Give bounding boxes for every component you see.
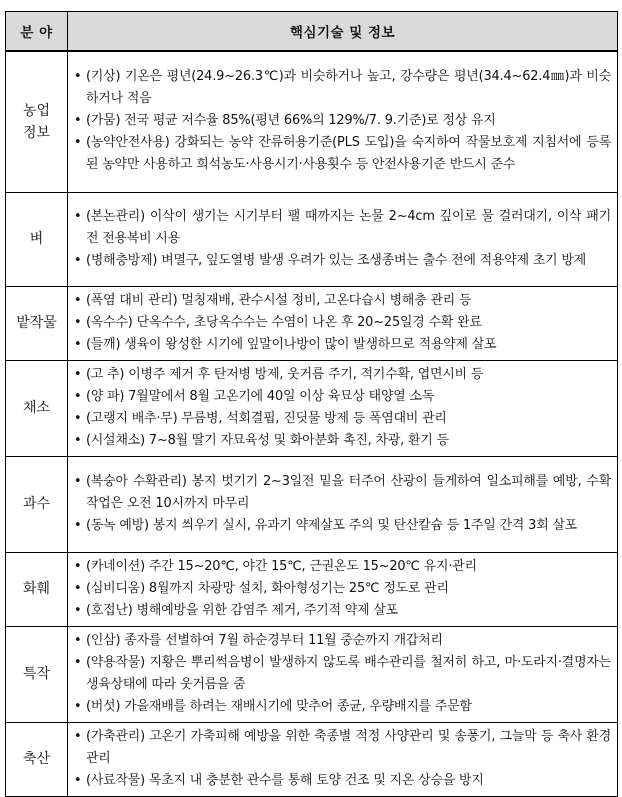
farm-info-table bbox=[5, 11, 618, 797]
bullet-icon: • bbox=[74, 602, 82, 618]
row-special bbox=[6, 626, 618, 722]
bullet-icon: • bbox=[74, 432, 82, 448]
header-content: 핵심기술 및 정보 bbox=[68, 12, 618, 52]
list-item bbox=[74, 652, 611, 696]
list-item bbox=[74, 110, 611, 132]
bullet-icon: • bbox=[74, 292, 82, 308]
bullet-icon: • bbox=[74, 772, 82, 788]
content-special bbox=[68, 626, 618, 722]
list-item bbox=[74, 312, 611, 334]
row-rice bbox=[6, 192, 618, 286]
bullet-icon: • bbox=[74, 580, 82, 596]
category-agri bbox=[6, 51, 68, 192]
header-row bbox=[6, 12, 618, 52]
category-agri-line2: 정보 bbox=[22, 124, 51, 141]
content-rice bbox=[68, 192, 618, 286]
list-item bbox=[74, 66, 611, 110]
item-text: (고 추) 이병주 제거 후 탄저병 방제, 웃거름 주기, 적기수확, 엽면시비 등 bbox=[86, 366, 484, 382]
item-text: (농약안전사용) 강화되는 농약 잔류허용기준(PLS 도입)을 숙지하여 작물보호제 지침서에 등록된 농약만 사용하고 희석농도·사용시기·사용횟수 등 안전사용기준 반드시 준수 bbox=[86, 135, 611, 173]
list-item bbox=[74, 250, 611, 272]
list-item bbox=[74, 578, 611, 600]
bullet-icon: • bbox=[74, 252, 82, 268]
item-text: (가뭄) 전국 평균 저수율 85%(평년 66%의 129%/7. 9.기준)로 정상 유지 bbox=[86, 113, 496, 129]
item-text: (약용작물) 지황은 뿌리썩음병이 발생하지 않도록 배수관리를 철저히 하고, 마·도라지·결명자는 생육상태에 따라 웃거름을 줌 bbox=[86, 654, 611, 692]
item-text: (심비디움) 8월까지 차광망 설치, 화아형성기는 25℃ 정도로 관리 bbox=[86, 580, 449, 596]
list-item bbox=[74, 471, 611, 515]
list-item bbox=[74, 430, 611, 452]
bullet-icon: • bbox=[74, 410, 82, 426]
list-item bbox=[74, 206, 611, 250]
category-livestock: 축산 bbox=[6, 722, 68, 796]
list-item bbox=[74, 290, 611, 312]
item-text: (복숭아 수확관리) 봉지 벗기기 2~3일전 밑을 터주어 산광이 들게하여 일소피해를 예방, 수확작업은 오전 10시까지 마무리 bbox=[86, 473, 611, 511]
bullet-icon: • bbox=[74, 632, 82, 648]
item-text: (폭염 대비 관리) 멀칭재배, 관수시설 정비, 고온다습시 병해충 관리 등 bbox=[86, 292, 472, 308]
bullet-icon: • bbox=[74, 113, 82, 129]
item-text: (양 파) 7월말에서 8월 고온기에 40일 이상 육묘상 태양열 소독 bbox=[86, 388, 435, 404]
row-veg bbox=[6, 360, 618, 456]
item-text: (인삼) 종자를 선별하여 7월 하순경부터 11월 중순까지 개갑처리 bbox=[86, 632, 443, 648]
list-item bbox=[74, 556, 611, 578]
category-rice: 벼 bbox=[6, 192, 68, 286]
item-text: (병해충방제) 벼멸구, 잎도열병 발생 우려가 있는 조생종벼는 출수 전에 적용약제 초기 방제 bbox=[86, 252, 587, 268]
row-agri bbox=[6, 51, 618, 192]
list-item bbox=[74, 364, 611, 386]
row-flower bbox=[6, 552, 618, 626]
list-item bbox=[74, 334, 611, 356]
content-livestock bbox=[68, 722, 618, 796]
bullet-icon: • bbox=[74, 135, 82, 151]
category-agri-line1: 농업 bbox=[22, 102, 51, 119]
content-flower bbox=[68, 552, 618, 626]
item-text: (버섯) 가을재배를 하려는 재배시기에 맞추어 종균, 우량배지를 주문함 bbox=[86, 698, 472, 714]
category-flower: 화훼 bbox=[6, 552, 68, 626]
bullet-icon: • bbox=[74, 388, 82, 404]
content-agri bbox=[68, 51, 618, 192]
category-special: 특작 bbox=[6, 626, 68, 722]
bullet-icon: • bbox=[74, 728, 82, 744]
item-text: (기상) 기온은 평년(24.9~26.3℃)과 비슷하거나 높고, 강수량은 평년(34.4~62.4㎜)과 비슷하거나 적음 bbox=[86, 69, 611, 107]
item-text: (본논관리) 이삭이 생기는 시기부터 팰 때까지는 논물 2~4cm 깊이로 물 걸러대기, 이삭 패기 전 전용복비 시용 bbox=[86, 208, 611, 246]
list-item bbox=[74, 408, 611, 430]
bullet-icon: • bbox=[74, 558, 82, 574]
category-fruit: 과수 bbox=[6, 456, 68, 552]
list-item bbox=[74, 770, 611, 792]
bullet-icon: • bbox=[74, 208, 82, 224]
category-field: 밭작물 bbox=[6, 286, 68, 360]
content-veg bbox=[68, 360, 618, 456]
item-text: (옥수수) 단옥수수, 초당옥수수는 수염이 나온 후 20~25일경 수확 완료 bbox=[86, 314, 482, 330]
item-text: (동녹 예방) 봉지 씌우기 실시, 유과기 약제살포 주의 및 탄산칼슘 등 1주일 간격 3회 살포 bbox=[86, 517, 578, 533]
item-text: (카네이션) 주간 15~20℃, 야간 15℃, 근권온도 15~20℃ 유지·관리 bbox=[86, 558, 477, 574]
item-text: (들깨) 생육이 왕성한 시기에 잎말이나방이 많이 발생하므로 적용약제 살포 bbox=[86, 336, 497, 352]
item-text: (사료작물) 목초지 내 충분한 관수를 통해 토양 건조 및 지온 상승을 방지 bbox=[86, 772, 484, 788]
bullet-icon: • bbox=[74, 654, 82, 670]
list-item bbox=[74, 726, 611, 770]
row-fruit bbox=[6, 456, 618, 552]
category-veg: 채소 bbox=[6, 360, 68, 456]
list-item bbox=[74, 696, 611, 718]
bullet-icon: • bbox=[74, 473, 82, 489]
bullet-icon: • bbox=[74, 366, 82, 382]
list-item bbox=[74, 600, 611, 622]
bullet-icon: • bbox=[74, 698, 82, 714]
bullet-icon: • bbox=[74, 336, 82, 352]
list-item bbox=[74, 515, 611, 537]
item-text: (고랭지 배추·무) 무름병, 석회결핍, 진딧물 방제 등 폭염대비 관리 bbox=[86, 410, 447, 426]
item-text: (시설채소) 7~8월 딸기 자묘육성 및 화아분화 촉진, 차광, 환기 등 bbox=[86, 432, 449, 448]
bullet-icon: • bbox=[74, 517, 82, 533]
row-field bbox=[6, 286, 618, 360]
row-livestock bbox=[6, 722, 618, 796]
item-text: (호접난) 병해예방을 위한 감염주 제거, 주기적 약제 살포 bbox=[86, 602, 398, 618]
list-item bbox=[74, 630, 611, 652]
header-category: 분 야 bbox=[6, 12, 68, 52]
bullet-icon: • bbox=[74, 314, 82, 330]
item-text: (가축관리) 고온기 가축피해 예방을 위한 축종별 적정 사양관리 및 송풍기, 그늘막 등 축사 환경관리 bbox=[86, 728, 611, 766]
list-item bbox=[74, 386, 611, 408]
bullet-icon: • bbox=[74, 69, 82, 85]
content-fruit bbox=[68, 456, 618, 552]
content-field bbox=[68, 286, 618, 360]
list-item bbox=[74, 132, 611, 176]
